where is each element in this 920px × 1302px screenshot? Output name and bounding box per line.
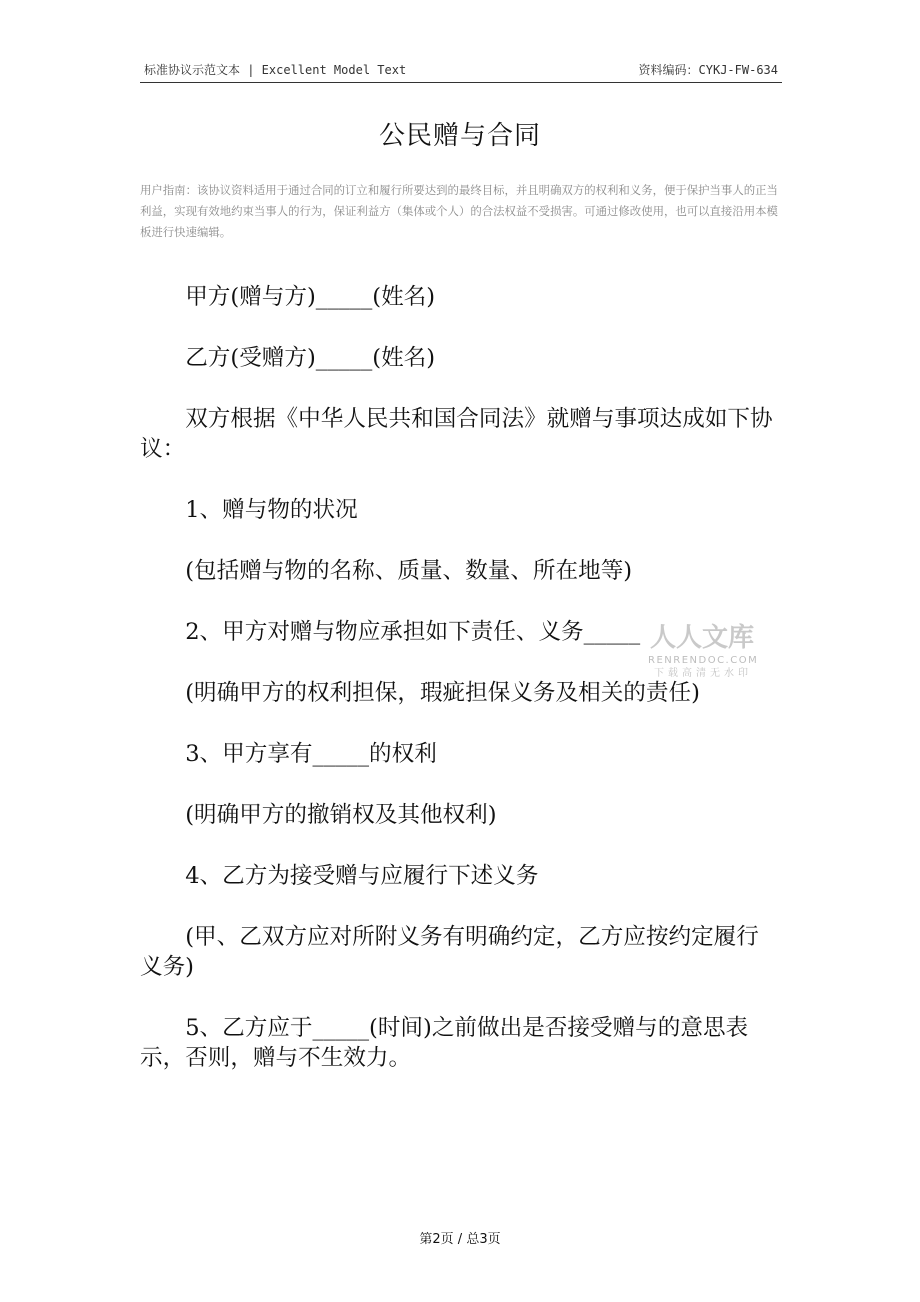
clause-1-note: (包括赠与物的名称、质量、数量、所在地等) xyxy=(185,558,633,584)
clause-3-note: (明确甲方的撤销权及其他权利) xyxy=(185,802,497,828)
renrendoc-watermark xyxy=(646,622,776,682)
agreement-basis: 双方根据《中华人民共和国合同法》就赠与事项达成如下协议： xyxy=(140,406,773,462)
clause-3-heading: 3、甲方享有_____的权利 xyxy=(185,741,437,767)
document-title: 公民赠与合同 xyxy=(378,121,541,151)
document-code: 资料编码：CYKJ-FW-634 xyxy=(638,63,778,77)
clause-1-heading: 1、赠与物的状况 xyxy=(185,497,358,523)
page-number: 第2页 / 总3页 xyxy=(419,1232,501,1247)
clause-5-text: 5、乙方应于_____(时间)之前做出是否接受赠与的意思表示，否则，赠与不生效力。 xyxy=(140,1015,749,1071)
party-b-line: 乙方(受赠方)_____(姓名) xyxy=(185,345,436,371)
clause-4-note: (甲、乙双方应对所附义务有明确约定，乙方应按约定履行义务) xyxy=(140,924,759,980)
clause-2-heading: 2、甲方对赠与物应承担如下责任、义务_____ xyxy=(185,619,641,645)
watermark-title: 人人文库 xyxy=(650,623,755,653)
party-a-line: 甲方(赠与方)_____(姓名) xyxy=(185,284,436,310)
clause-4-heading: 4、乙方为接受赠与应履行下述义务 xyxy=(185,863,539,889)
header-left-text: 标准协议示范文本 | Excellent Model Text xyxy=(144,63,407,77)
page-header xyxy=(140,62,782,83)
user-guide-text: 用户指南：该协议资料适用于通过合同的订立和履行所要达到的最终目标，并且明确双方的权利和义务，便于保护当事人的正当利益，实现有效地约束当事人的行为，保证利益方（集体或个人）的合法权益不受损害。可通过修改使用，也可以直接沿用本模板进行快速编辑。 xyxy=(140,183,778,239)
contract-body xyxy=(140,282,780,1104)
clause-2-note: (明确甲方的权利担保，瑕疵担保义务及相关的责任) xyxy=(185,680,700,706)
watermark-slogan: 下载高清无水印 xyxy=(654,668,752,679)
watermark-url: RENRENDOC.COM xyxy=(648,655,759,666)
